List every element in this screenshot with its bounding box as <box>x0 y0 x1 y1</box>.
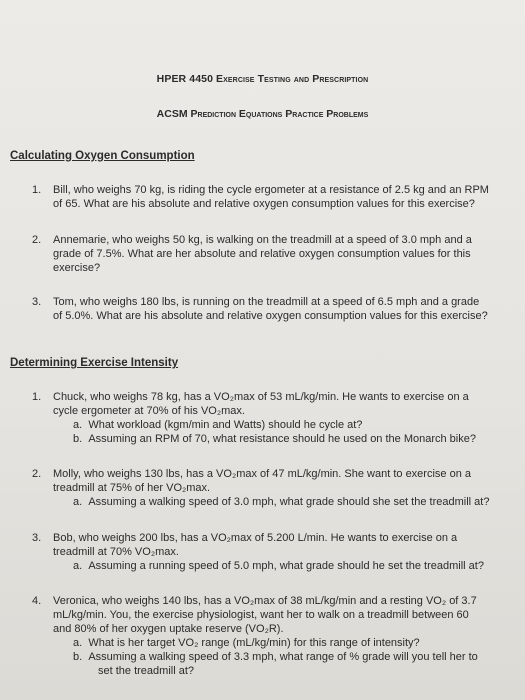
problem-text-line: Bill, who weighs 70 kg, is riding the cycle ergometer at a resistance of 2.5 kg and an RPM <box>53 184 489 196</box>
problem-number: 2. <box>32 468 42 480</box>
section-title-exercise-intensity: Determining Exercise Intensity <box>10 357 179 369</box>
sub-label: a. <box>73 560 83 572</box>
worksheet-subtitle: ACSM Prediction Equations Practice Problems <box>156 108 369 120</box>
sub-label: b. <box>73 651 83 663</box>
course-title: HPER 4450 Exercise Testing and Prescription <box>156 73 369 85</box>
problem-text-line: exercise? <box>53 262 101 274</box>
problem-number: 3. <box>32 532 42 544</box>
problem-text-line: Chuck, who weighs 78 kg, has a VO₂max of 53 mL/kg/min. He wants to exercise on a <box>53 391 469 403</box>
sub-label: b. <box>73 433 83 445</box>
problem-text-line: Molly, who weighs 130 lbs, has a VO₂max of 47 mL/kg/min. She want to exercise on a <box>53 468 471 480</box>
sub-label: a. <box>73 637 83 649</box>
sub-text: What is her target VO₂ range (mL/kg/min) for this range of intensity? <box>88 637 420 649</box>
sub-question <box>73 636 525 650</box>
sub-question <box>73 418 525 432</box>
sub-question <box>73 432 525 446</box>
problem-text-line: of 65. What are his absolute and relative oxygen consumption values for this exercise? <box>53 198 475 210</box>
sub-text: What workload (kgm/min and Watts) should he cycle at? <box>88 419 363 431</box>
sub-label: a. <box>73 419 83 431</box>
sub-question <box>73 559 525 573</box>
sub-text: Assuming a walking speed of 3.3 mph, what range of % grade will you tell her to <box>88 651 478 663</box>
problem-text-line: Tom, who weighs 180 lbs, is running on the treadmill at a speed of 6.5 mph and a grade <box>53 296 480 308</box>
sub-text: Assuming a running speed of 5.0 mph, what grade should he set the treadmill at? <box>88 560 484 572</box>
problem-text-line: treadmill at 75% of her VO₂max. <box>53 482 211 494</box>
problem-number: 1. <box>32 391 42 403</box>
problem-number: 3. <box>32 296 42 308</box>
problem-text-line: and 80% of her oxygen uptake reserve (VO₂R). <box>53 623 284 635</box>
sub-text: Assuming a walking speed of 3.0 mph, what grade should she set the treadmill at? <box>88 496 490 508</box>
sub-text: Assuming an RPM of 70, what resistance should he used on the Monarch bike? <box>88 433 476 445</box>
sub-label: a. <box>73 496 83 508</box>
sub-question <box>73 650 525 664</box>
problem-number: 2. <box>32 234 42 246</box>
problem-text-line: grade of 7.5%. What are her absolute and relative oxygen consumption values for this <box>53 248 471 260</box>
problem-text-line: Veronica, who weighs 140 lbs, has a VO₂max of 38 mL/kg/min and a resting VO₂ of 3.7 <box>53 595 477 607</box>
problem-number: 1. <box>32 184 42 196</box>
problem-text-line: mL/kg/min. You, the exercise physiologist, want her to walk on a treadmill between 60 <box>53 609 469 621</box>
problem-number: 4. <box>32 595 42 607</box>
sub-question <box>73 495 525 509</box>
problem-text-line: Annemarie, who weighs 50 kg, is walking on the treadmill at a speed of 3.0 mph and a <box>53 234 472 246</box>
problem-text-line: of 5.0%. What are his absolute and relative oxygen consumption values for this exercise? <box>53 310 488 322</box>
problem-text-line: cycle ergometer at 70% of his VO₂max. <box>53 405 245 417</box>
sub-question-continuation: set the treadmill at? <box>98 665 194 677</box>
problem-text-line: Bob, who weighs 200 lbs, has a VO₂max of 5.200 L/min. He wants to exercise on a <box>53 532 458 544</box>
problem-text-line: treadmill at 70% VO₂max. <box>53 546 179 558</box>
section-title-oxygen-consumption: Calculating Oxygen Consumption <box>10 150 195 162</box>
